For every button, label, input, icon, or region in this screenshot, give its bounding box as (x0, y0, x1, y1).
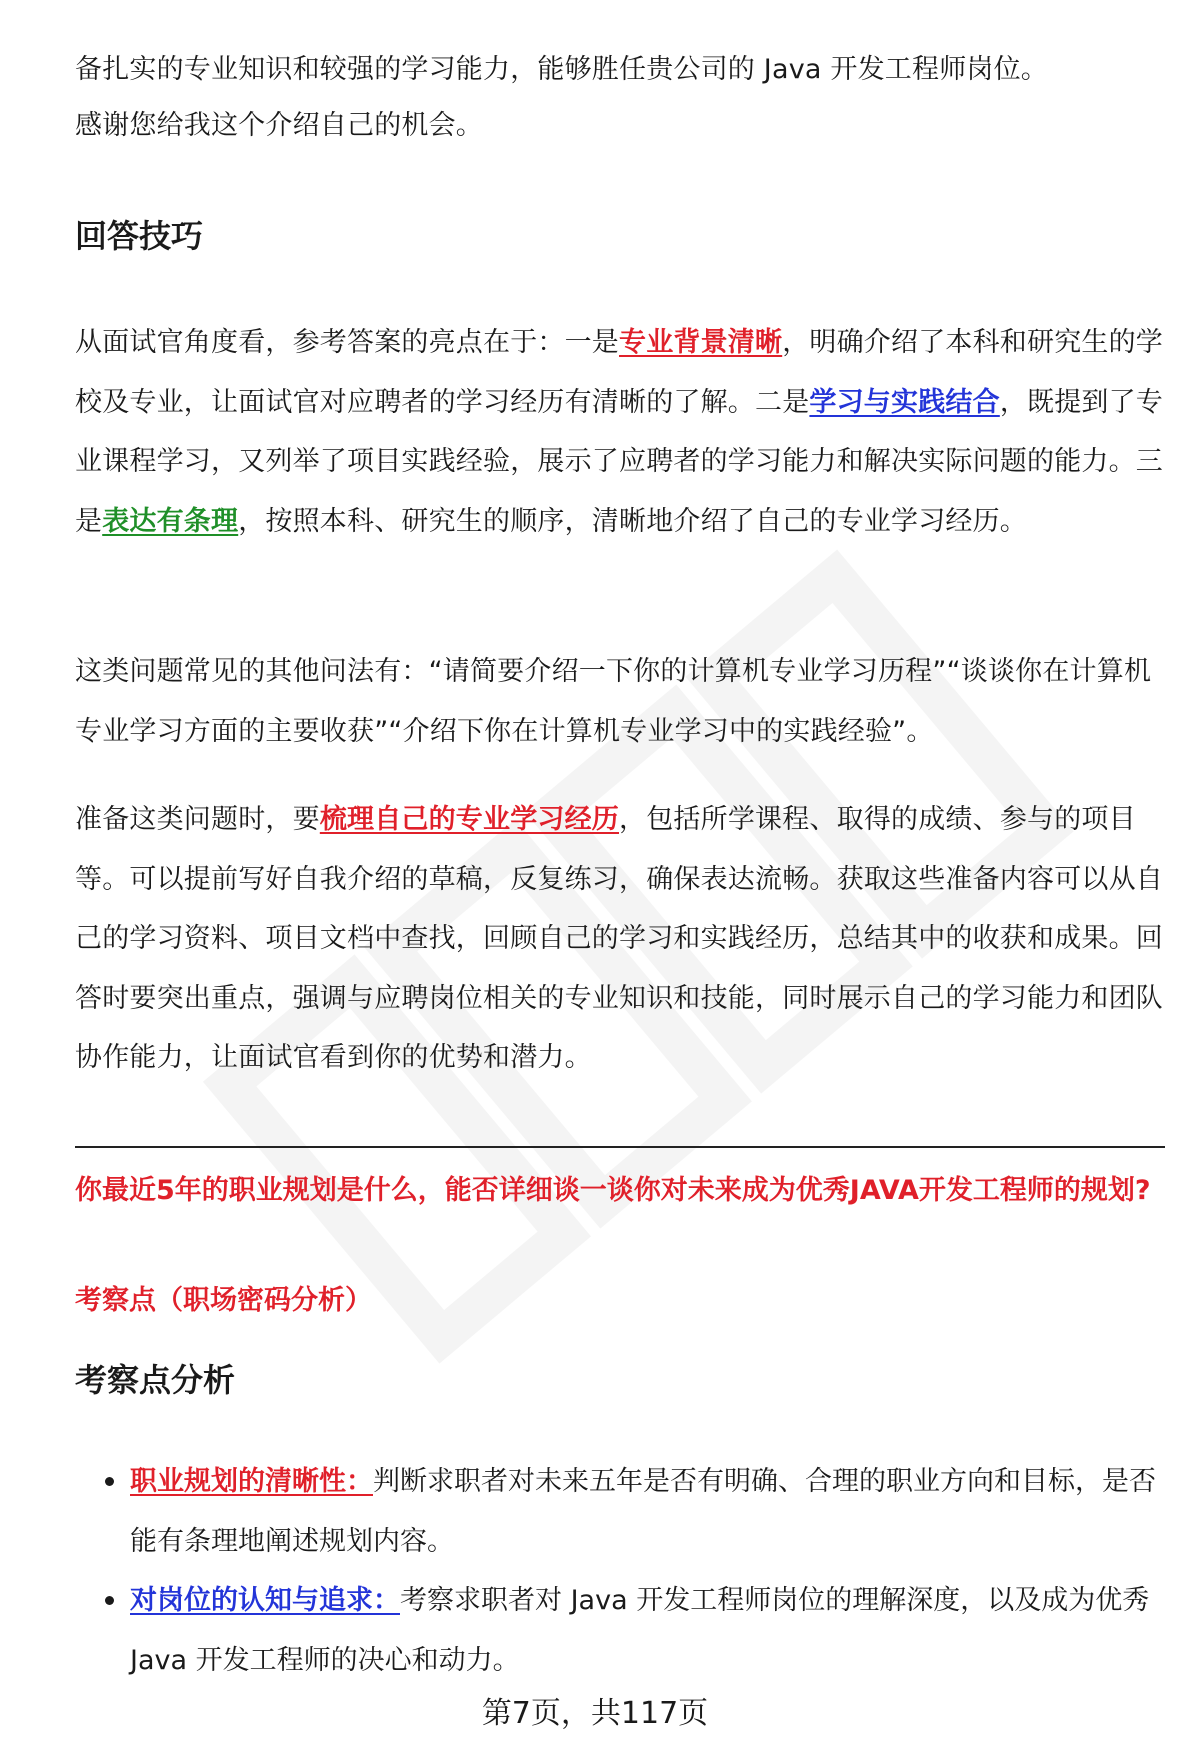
p3-text-2: ，包括所学课程、取得的成绩、参与的项目等。可以提前写好自我介绍的草稿，反复练习，确保表达流畅。获取这些准备内容可以从自己的学习资料、项目文档中查找，回顾自己的学习和实践经历，总结其中的收获和成果。回答时要突出重点，强调与应聘岗位相关的专业知识和技能，同时展示自己的学习能力和团队协作能力，让面试官看到你的优势和潜力。 (75, 804, 1163, 1073)
question-subtitle: 考察点（职场密码分析） (75, 1285, 372, 1316)
analysis-heading: 考察点分析 (75, 1361, 236, 1399)
bullet-label: 职业规划的清晰性： (130, 1466, 373, 1497)
highlight-organized-expression: 表达有条理 (102, 505, 239, 537)
question-title: 你最近5年的职业规划是什么，能否详细谈一谈你对未来成为优秀JAVA开发工程师的规划? (75, 1175, 1151, 1206)
intro-tail-line-2: 感谢您给我这个介绍自己的机会。 (75, 110, 483, 141)
p1-text-4: ，按照本科、研究生的顺序，清晰地介绍了自己的专业学习经历。 (238, 505, 1028, 537)
answer-tips-paragraph-3 (75, 790, 1165, 1088)
highlight-professional-background: 专业背景清晰 (619, 327, 783, 358)
list-item (75, 1452, 1165, 1571)
bullet-dot-icon (105, 1477, 114, 1486)
bullet-label: 对岗位的认知与追求： (130, 1585, 400, 1616)
intro-tail-line-1: 备扎实的专业知识和较强的学习能力，能够胜任贵公司的 Java 开发工程师岗位。 (75, 54, 1048, 85)
bullet-text: 考察求职者对 Java 开发工程师岗位的理解深度，以及成为优秀 Java 开发工程师的决心和动力。 (130, 1585, 1150, 1676)
page-footer: 第7页，共117页 (481, 1696, 709, 1731)
bullet-text: 判断求职者对未来五年是否有明确、合理的职业方向和目标，是否能有条理地阐述规划内容。 (130, 1466, 1156, 1557)
p1-text-2: ，明确介绍了本科和研究生的学校及专业，让面试官对应聘者的学习经历有清晰的了解。二是 (75, 327, 1164, 418)
bullet-dot-icon (105, 1596, 114, 1605)
section-divider (75, 1146, 1165, 1148)
p3-text-1: 准备这类问题时，要 (75, 804, 320, 835)
analysis-bullet-list (75, 1452, 1165, 1690)
answer-tips-heading: 回答技巧 (75, 217, 204, 255)
answer-tips-paragraph-2: 这类问题常见的其他问法有：“请简要介绍一下你的计算机专业学习历程”“谈谈你在计算机专业学习方面的主要收获”“介绍下你在计算机专业学习中的实践经验”。 (75, 656, 1152, 747)
highlight-sort-study-experience: 梳理自己的专业学习经历 (319, 804, 620, 835)
p1-text-1: 从面试官角度看，参考答案的亮点在于：一是 (75, 327, 619, 358)
answer-tips-paragraph-1 (75, 313, 1165, 551)
list-item (75, 1571, 1165, 1690)
highlight-study-practice: 学习与实践结合 (809, 386, 1000, 418)
p1-text-3: ，既提到了专业课程学习，又列举了项目实践经验，展示了应聘者的学习能力和解决实际问题的能力。三是 (75, 386, 1164, 537)
